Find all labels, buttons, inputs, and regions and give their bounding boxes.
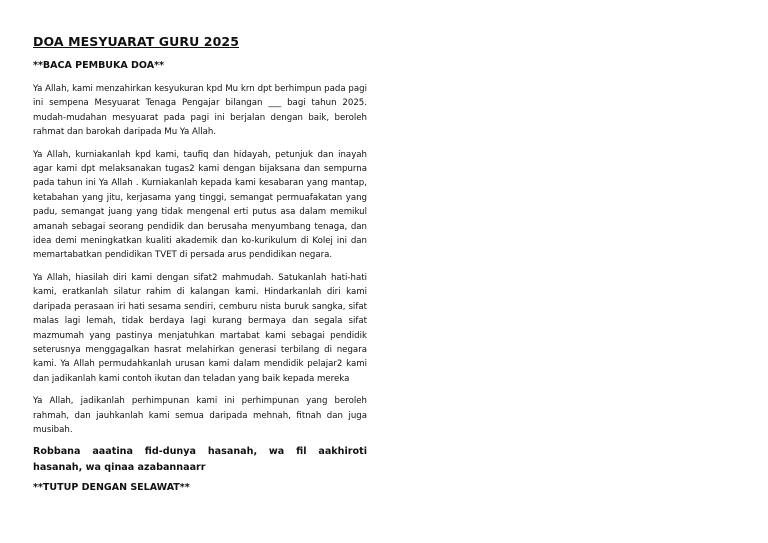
paragraph-1: Ya Allah, kami menzahirkan kesyukuran kpd Mu krn dpt berhimpun pada pagi ini sempena Mesyuarat Tenaga Pengajar bilangan ___ bagi tahun 2025. mudah-mudahan mesyuarat pada pagi ini berjalan dengan baik, beroleh rahmat dan barokah daripada Mu Ya Allah. (33, 84, 367, 138)
opening-instruction: **BACA PEMBUKA DOA** (33, 60, 165, 71)
document-title: DOA MESYUARAT GURU 2025 (33, 34, 239, 49)
paragraph-4: Ya Allah, jadikanlah perhimpunan kami ini perhimpunan yang beroleh rahmah, dan jauhkanlah kami semua daripada mehnah, fitnah dan juga musibah. (33, 396, 367, 435)
closing-instruction: **TUTUP DENGAN SELAWAT** (33, 482, 190, 494)
closing-prayer: Robbana aaatina fid-dunya hasanah, wa fil aakhiroti hasanah, wa qinaa azabannaarr (33, 446, 367, 474)
document-page (33, 33, 367, 495)
paragraph-2: Ya Allah, kurniakanlah kpd kami, taufiq dan hidayah, petunjuk dan inayah agar kami dpt melaksanakan tugas2 kami dengan bijaksana dan sempurna pada tahun ini Ya Allah . Kurniakanlah kepada kami kesabaran yang mantap, ketabahan yang jitu, kerjasama yang tinggi, semangat permuafakatan yang padu, semangat juang yang tidak mengenal erti putus asa dalam memikul amanah sebagai seorang pendidik dan berusaha menyumbang tenaga, dan idea demi meningkatkan kualiti akademik dan ko-kurikulum di Kolej ini dan memartabatkan pendidikan TVET di persada arus pendidikan negara. (33, 149, 367, 261)
paragraph-3: Ya Allah, hiasilah diri kami dengan sifat2 mahmudah. Satukanlah hati-hati kami, eratkanlah silatur rahim di kalangan kami. Hindarkanlah diri kami daripada perasaan iri hati sesama sendiri, cemburu nista buruk sangka, sifat malas lagi lemah, tidak berdaya lagi kurang bermaya dan segala sifat mazmumah yang pastinya menjatuhkan martabat kami sebagai pendidik seterusnya menggagalkan hasrat melahirkan generasi terbilang di negara kami. Ya Allah permudahkanlah urusan kami dalam mendidik pelajar2 kami dan jadikanlah kami contoh ikutan dan teladan yang baik kepada mereka (33, 272, 367, 384)
